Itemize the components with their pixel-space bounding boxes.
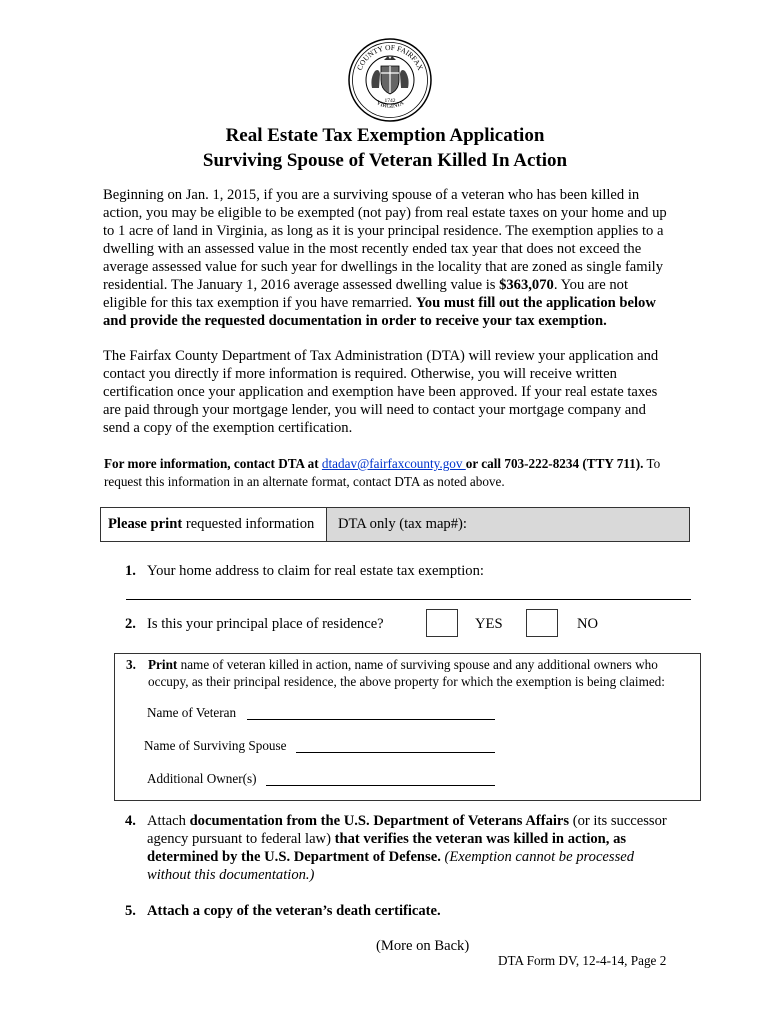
seal-top-text: COUNTY OF FAIRFAX [354,42,426,72]
title-line-1: Real Estate Tax Exemption Application [225,125,545,146]
county-seal [348,38,432,122]
question-4-text: Attach documentation from the U.S. Department of Veterans Affairs (or its successor agency pursuant to federal law) that verifies the veteran was killed in action, as determined by the U.S. Department of Defense. (Exemption cannot be processed without this documentation.) [147,813,667,883]
intro-paragraph: Beginning on Jan. 1, 2015, if you are a surviving spouse of a veteran who has been killed in action, you may be eligible to be exempted (not pay) from real estate taxes on your home and up to 1 acre of land in Virginia, as long as it is your principal residence. The exemption applies to a dwelling with an assessed value in the most recently ended tax year that does not exceed the average assessed value for such year for dwellings in the locality that are zoned as single family residential. The January 1, 2016 average assessed dwelling value is $363,070. You are not eligible for this tax exemption if you have remarried. You must fill out the application below and provide the requested documentation in order to receive your tax exemption. [103,187,667,329]
print-label: Please print requested information [101,508,327,541]
title-line-2: Surviving Spouse of Veteran Killed In Action [202,150,568,171]
question-5: 5. Attach a copy of the veteran’s death certificate. [125,903,441,919]
question-2: 2. Is this your principal place of residence? [125,616,384,632]
spouse-name-input[interactable] [296,752,495,753]
contact-info: For more information, contact DTA at dtadav@fairfaxcounty.gov or call 703-222-8234 (TTY 711). To request this information in an alternate format, contact DTA as noted above. [104,456,661,489]
additional-owners-label: Additional Owner(s) [147,771,257,786]
form-identifier: DTA Form DV, 12-4-14, Page 2 [498,953,667,968]
question-3-number: 3. [126,657,136,672]
no-label: NO [577,616,599,632]
yes-label: YES [475,616,503,632]
print-info-box [100,507,690,542]
dta-only-field[interactable]: DTA only (tax map#): [327,508,689,541]
spouse-name-label: Name of Surviving Spouse [144,738,287,753]
question-4-number: 4. [125,813,136,829]
more-on-back: (More on Back) [376,938,470,954]
average-value: $363,070 [499,277,554,293]
yes-checkbox[interactable] [426,609,458,637]
seal-bottom-text: VIRGINIA [374,99,406,110]
seal-year: 1742 [384,98,396,104]
additional-owners-input[interactable] [266,785,495,786]
question-3-text: Print name of veteran killed in action, name of surviving spouse and any additional owners who occupy, as their principal residence, the above property for which the exemption is being claimed: [148,657,665,689]
veteran-name-input[interactable] [247,719,495,720]
veteran-name-label: Name of Veteran [147,705,237,720]
question-1: 1. Your home address to claim for real estate tax exemption: [125,563,484,579]
address-input-line[interactable] [126,599,691,600]
contact-email-link[interactable]: dtadav@fairfaxcounty.gov [321,456,466,471]
review-paragraph: The Fairfax County Department of Tax Administration (DTA) will review your application and contact you directly if more information is required. Otherwise, you will receive written certification once your application and exemption have been approved. If your real estate taxes are paid through your mortgage lender, you will need to contact your mortgage company and send a copy of the exemption certification. [103,348,659,436]
no-checkbox[interactable] [526,609,558,637]
